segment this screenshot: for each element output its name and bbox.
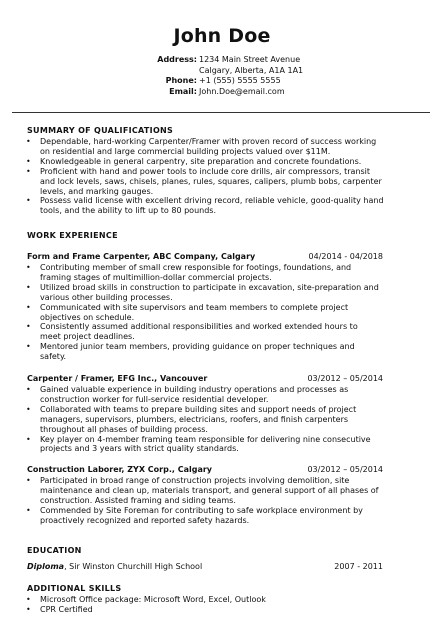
job-title: Carpenter / Framer, EFG Inc., Vancouver (27, 374, 208, 383)
school-name: , Sir Winston Churchill High School (64, 562, 203, 571)
summary-list (14, 137, 384, 216)
job-dates: 03/2012 – 05/2014 (307, 374, 383, 383)
address-line2: Calgary, Alberta, A1A 1A1 (199, 65, 304, 75)
phone-row (120, 76, 340, 87)
degree: Diploma (27, 562, 65, 571)
job-header (27, 465, 383, 474)
job-title: Form and Frame Carpenter, ABC Company, Calgary (27, 252, 256, 261)
list-item: • Communicated with site supervisors and team members to complete project objectives on schedule. (14, 303, 380, 323)
job-dates: 04/2014 - 04/2018 (308, 252, 383, 261)
job-header (27, 252, 383, 261)
experience-heading: WORK EXPERIENCE (27, 231, 118, 240)
list-item: • CPR Certified (14, 605, 380, 615)
job-title: Construction Laborer, ZYX Corp., Calgary (27, 465, 213, 474)
skills-heading: ADDITIONAL SKILLS (27, 584, 122, 593)
contact-block (120, 55, 340, 98)
address-row (120, 55, 340, 66)
list-item: • Mentored junior team members, providing guidance on proper techniques and safety. (14, 342, 380, 362)
address-line1: 1234 Main Street Avenue (199, 55, 301, 64)
phone-value: +1 (555) 5555 5555 (199, 76, 281, 86)
education-years: 2007 - 2011 (334, 562, 383, 571)
list-item: • Dependable, hard-working Carpenter/Framer with proven record of success working on residential and large commercial building projects valued over $11M. (14, 137, 384, 157)
list-item: • Utilized broad skills in construction to participate in excavation, site-preparation and various other building processes. (14, 283, 380, 303)
job-header (27, 374, 383, 383)
list-item: • Commended by Site Foreman for contributing to safe workplace environment by proactively recognized and reported safety hazards. (14, 506, 380, 526)
job-duties-list (14, 385, 380, 454)
list-item: • Consistently assumed additional responsibilities and worked extended hours to meet project deadlines. (14, 322, 380, 342)
job-duties-list (14, 476, 380, 526)
email-label: Email: (169, 87, 197, 97)
list-item: • Collaborated with teams to prepare building sites and support needs of project managers, supervisors, plumbers, electricians, roofers, and finish carpenters throughout all phases of building process. (14, 405, 380, 435)
email-row (120, 87, 340, 98)
list-item: • Key player on 4-member framing team responsible for delivering nine consecutive projects and 3 years with strict quality standards. (14, 435, 380, 455)
header-divider (12, 112, 430, 113)
email-value: John.Doe@email.com (199, 87, 285, 97)
education-row (27, 562, 383, 571)
summary-heading: SUMMARY OF QUALIFICATIONS (27, 126, 174, 135)
address-label: Address: (157, 55, 197, 64)
candidate-name: John Doe (173, 25, 271, 47)
education-heading: EDUCATION (27, 546, 82, 555)
list-item: • Participated in broad range of construction projects involving demolition, site maintenance and clean up, materials transport, and general support of all phases of construction. Assisted framing and siding teams. (14, 476, 380, 506)
list-item: • Possess valid license with excellent driving record, reliable vehicle, good-quality hand tools, and the ability to lift up to 80 pounds. (14, 196, 384, 216)
list-item: • Proficient with hand and power tools to include core drills, air compressors, transit and lock levels, saws, chisels, planes, rules, squares, calipers, plumb bobs, carpenter levels, and marking gauges. (14, 167, 384, 197)
list-item: • Contributing member of small crew responsible for footings, foundations, and framing stages of multimillion-dollar commercial projects. (14, 263, 380, 283)
education-entry (27, 562, 202, 571)
list-item: • Microsoft Office package: Microsoft Word, Excel, Outlook (14, 595, 380, 605)
job-dates: 03/2012 – 05/2014 (307, 465, 383, 474)
list-item: • Gained valuable experience in building industry operations and processes as construction worker for full-service residential developer. (14, 385, 380, 405)
list-item: • Knowledgeable in general carpentry, site preparation and concrete foundations. (14, 157, 384, 167)
job-duties-list (14, 263, 380, 362)
phone-label: Phone: (165, 76, 197, 86)
skills-list (14, 595, 380, 615)
